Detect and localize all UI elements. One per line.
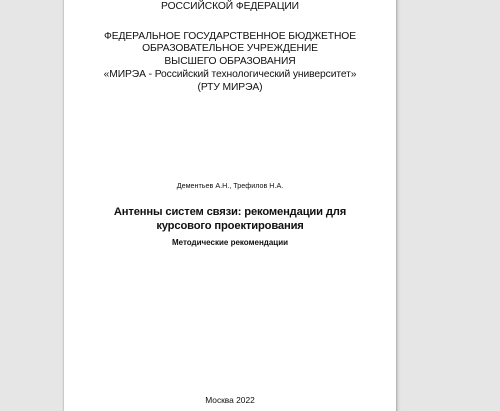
university-name: «МИРЭА - Российский технологический университет» [103,69,357,80]
document-subtitle: Методические рекомендации [171,238,289,247]
organization-line-3: ВЫСШЕГО ОБРАЗОВАНИЯ [164,56,296,67]
city-year: Москва 2022 [205,395,255,405]
document-page [64,0,396,411]
document-title-line-1: Антенны систем связи: рекомендации для [113,206,347,218]
university-abbreviation: (РТУ МИРЭА) [197,82,263,93]
organization-line-2: ОБРАЗОВАТЕЛЬНОЕ УЧРЕЖДЕНИЕ [142,43,318,54]
ministry-heading: РОССИЙСКОЙ ФЕДЕРАЦИИ [161,1,299,12]
authors: Дементьев А.Н., Трефилов Н.А. [176,181,284,190]
document-title-line-2: курсового проектирования [156,220,304,232]
organization-line-1: ФЕДЕРАЛЬНОЕ ГОСУДАРСТВЕННОЕ БЮДЖЕТНОЕ [104,31,356,42]
